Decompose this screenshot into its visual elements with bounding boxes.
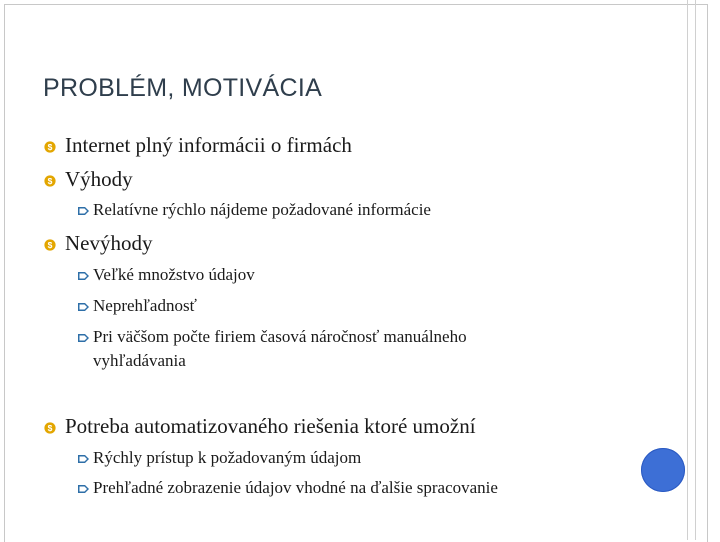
- sub-bullet-item: Neprehľadnosť: [93, 296, 197, 315]
- decorative-circle: [641, 448, 685, 492]
- sub-bullet-item: Rýchly prístup k požadovaným údajom: [93, 448, 362, 467]
- bullet-item: Nevýhody: [65, 231, 153, 255]
- dollar-circle-icon: [44, 422, 56, 434]
- svg-text:$: $: [47, 423, 53, 434]
- bookmark-arrow-icon: [78, 333, 89, 343]
- svg-text:$: $: [47, 142, 53, 153]
- bullet-item: Výhody: [65, 167, 133, 191]
- dollar-circle-icon: [44, 141, 56, 153]
- sub-bullet-item: Relatívne rýchlo nájdeme požadované informácie: [93, 200, 431, 219]
- bookmark-arrow-icon: [78, 271, 89, 281]
- svg-text:$: $: [47, 240, 53, 251]
- bullet-item: Internet plný informácii o firmách: [65, 133, 352, 157]
- slide-title: PROBLÉM, MOTIVÁCIA: [43, 74, 323, 102]
- svg-text:$: $: [47, 176, 53, 187]
- dollar-circle-icon: [44, 175, 56, 187]
- sub-bullet-item: Prehľadné zobrazenie údajov vhodné na ďalšie spracovanie: [93, 478, 498, 497]
- bookmark-arrow-icon: [78, 206, 89, 216]
- sub-bullet-item: Pri väčšom počte firiem časová náročnosť manuálneho: [93, 327, 467, 346]
- sub-bullet-item: Veľké množstvo údajov: [93, 265, 255, 284]
- bookmark-arrow-icon: [78, 454, 89, 464]
- sub-bullet-continuation: vyhľadávania: [93, 351, 186, 370]
- bullet-item: Potreba automatizovaného riešenia ktoré umožní: [65, 414, 476, 438]
- bookmark-arrow-icon: [78, 484, 89, 494]
- dollar-circle-icon: [44, 239, 56, 251]
- slide-side-rail: [687, 0, 696, 540]
- bookmark-arrow-icon: [78, 302, 89, 312]
